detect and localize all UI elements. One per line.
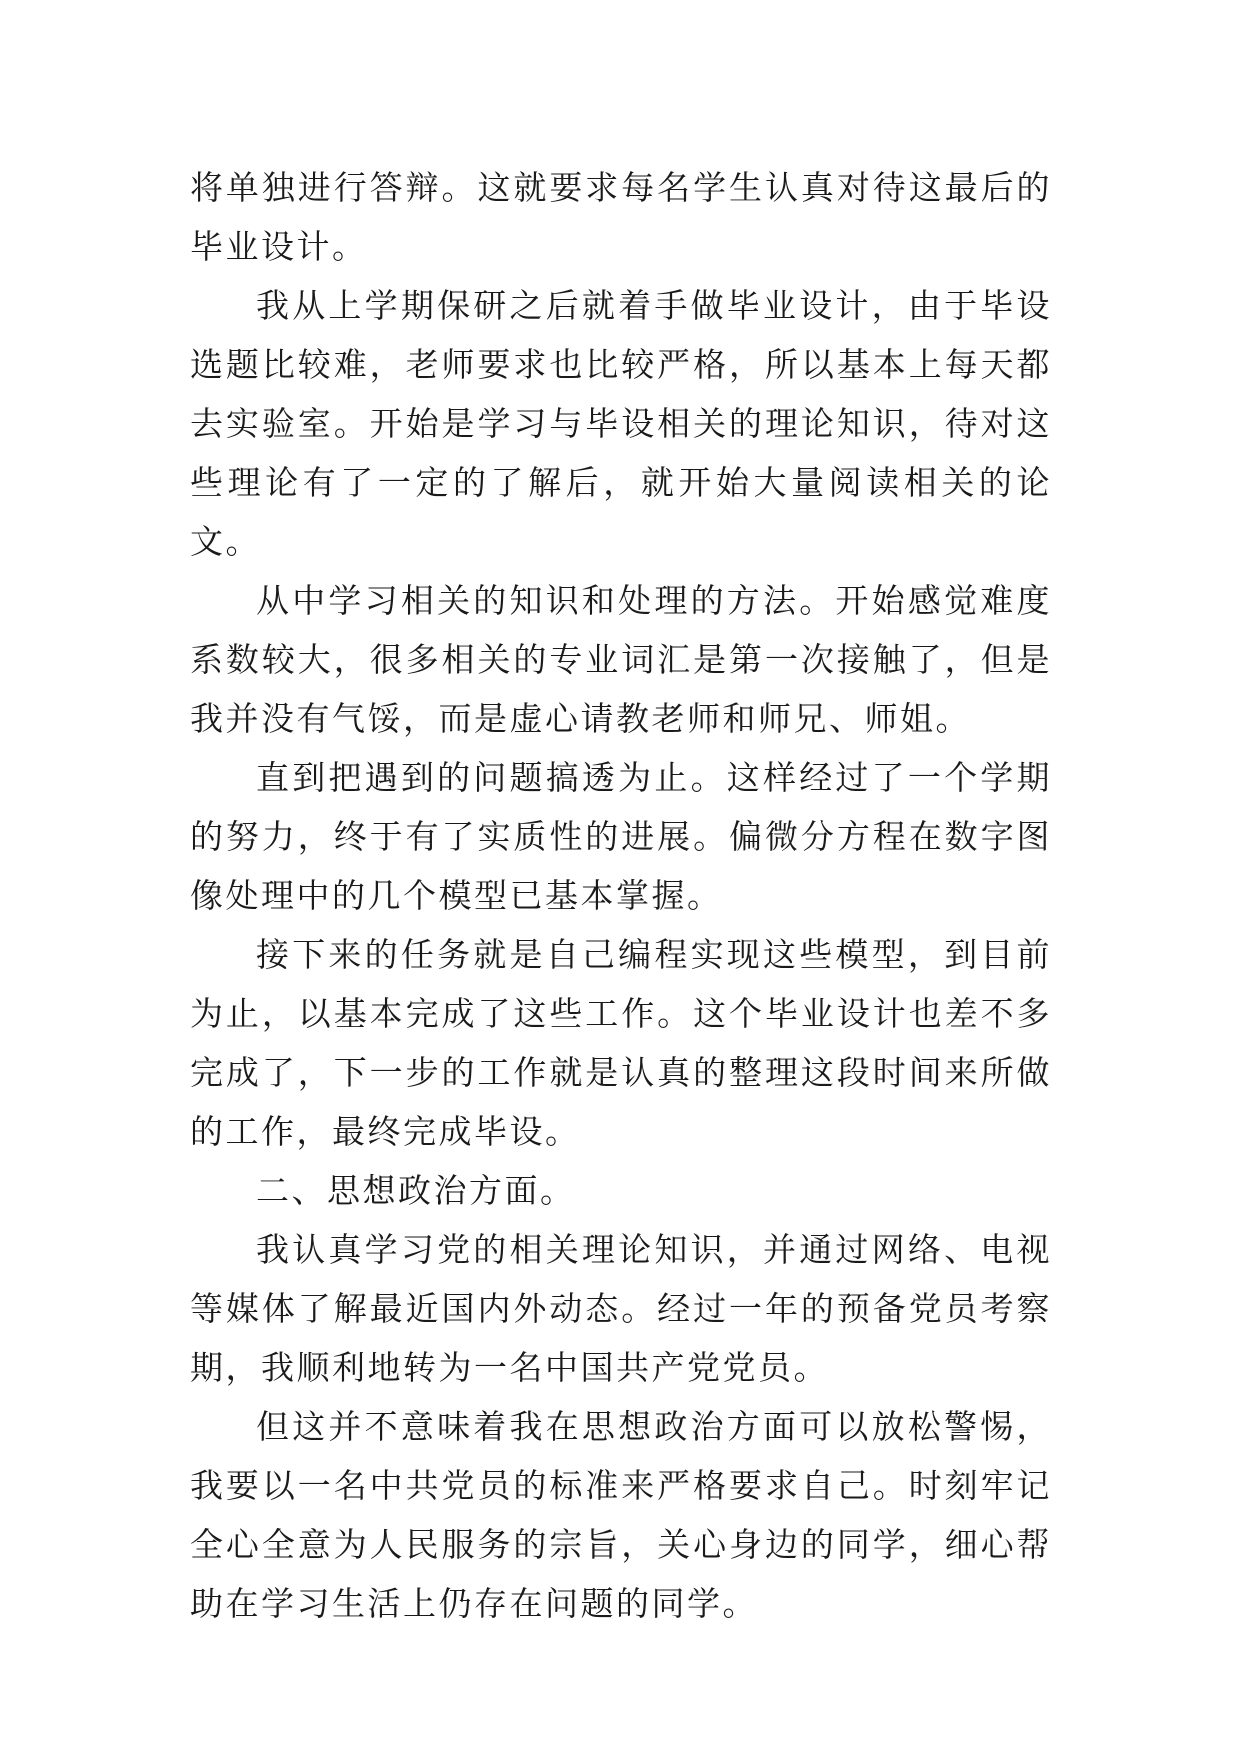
paragraph-4: 直到把遇到的问题搞透为止。这样经过了一个学期的努力，终于有了实质性的进展。偏微分方程在数字图像处理中的几个模型已基本掌握。	[190, 758, 1052, 915]
paragraph-6: 我认真学习党的相关理论知识，并通过网络、电视等媒体了解最近国内外动态。经过一年的预备党员考察期，我顺利地转为一名中国共产党党员。	[190, 1230, 1052, 1387]
paragraph-5: 接下来的任务就是自己编程实现这些模型，到目前为止，以基本完成了这些工作。这个毕业设计也差不多完成了，下一步的工作就是认真的整理这段时间来所做的工作，最终完成毕设。	[190, 935, 1052, 1151]
paragraph-7: 但这并不意味着我在思想政治方面可以放松警惕，我要以一名中共党员的标准来严格要求自己。时刻牢记全心全意为人民服务的宗旨，关心身边的同学，细心帮助在学习生活上仍存在问题的同学。	[190, 1407, 1052, 1623]
paragraph-2: 我从上学期保研之后就着手做毕业设计，由于毕设选题比较难，老师要求也比较严格，所以基本上每天都去实验室。开始是学习与毕设相关的理论知识，待对这些理论有了一定的了解后，就开始大量阅读相关的论文。	[190, 286, 1052, 561]
paragraph-3: 从中学习相关的知识和处理的方法。开始感觉难度系数较大，很多相关的专业词汇是第一次接触了，但是我并没有气馁，而是虚心请教老师和师兄、师姐。	[190, 581, 1052, 738]
document-body	[190, 158, 1052, 1633]
paragraph-1: 将单独进行答辩。这就要求每名学生认真对待这最后的毕业设计。	[190, 168, 1052, 266]
section-heading: 二、思想政治方面。	[256, 1171, 576, 1210]
